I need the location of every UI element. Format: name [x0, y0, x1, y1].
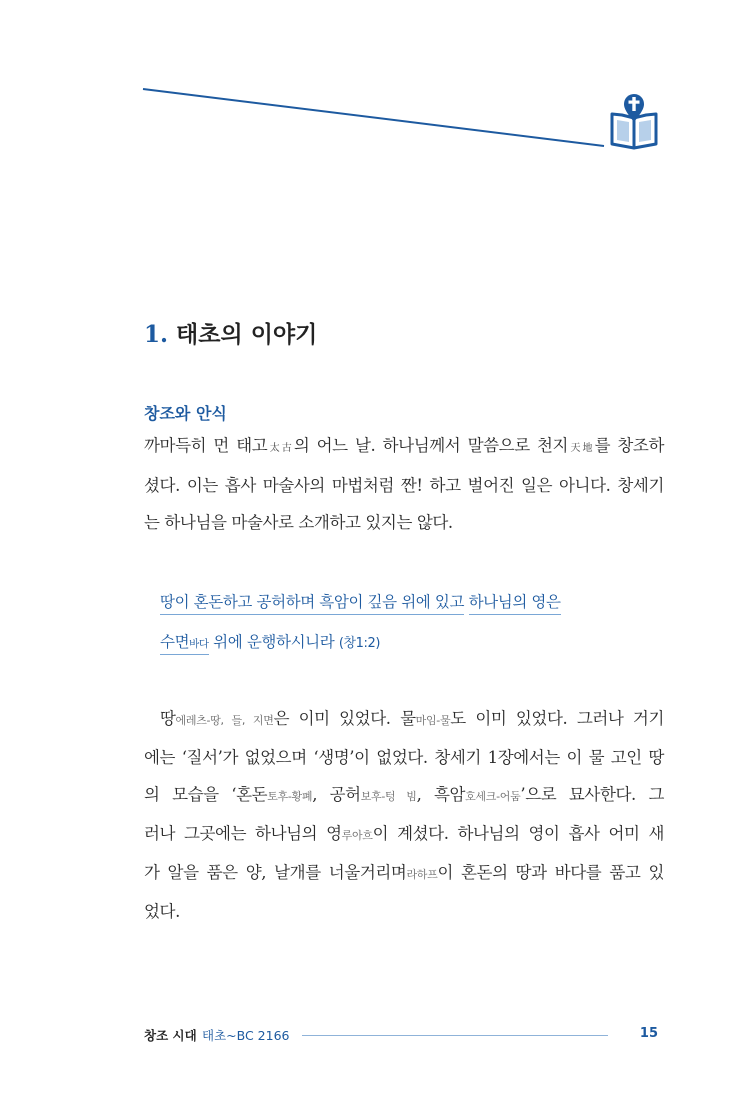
section-heading	[144, 316, 317, 349]
text-line: 에는 ‘질서’가 없었으며 ‘생명’이 없었다. 창세기 1장에서는 이 물 고인 땅	[144, 748, 664, 767]
text-line: 가 알을 품은 양, 날개를 너울거리며라하프이 혼돈의 땅과 바다를 품고 있	[144, 863, 664, 882]
bible-cross-icon	[608, 92, 660, 150]
subsection-title: 창조와 안식	[144, 404, 227, 423]
text-line: 러나 그곳에는 하나님의 영루아흐이 계셨다. 하나님의 영이 흡사 어미 새	[144, 824, 665, 843]
footer-era: 창조 시대	[144, 1028, 197, 1043]
hebrew-gloss: 보후-텅 빔	[360, 790, 417, 803]
footer-rule	[302, 1035, 608, 1036]
page-footer	[144, 1024, 658, 1044]
page-number: 15	[639, 1026, 658, 1041]
hanja-gloss: 太古	[267, 443, 294, 454]
scripture-quote-line: 수면바다 위에 운행하시니라 (창1:2)	[160, 630, 620, 652]
hebrew-gloss: 루아흐	[341, 829, 373, 842]
hebrew-gloss: 에레츠-땅, 들, 지면	[175, 714, 274, 727]
underlined-phrase: 땅이 혼돈하고 공허하며 흑암이 깊음 위에 있고	[160, 593, 464, 615]
hebrew-gloss: 토후-황폐	[267, 790, 313, 803]
verse-reference: (창1:2)	[338, 636, 381, 651]
hebrew-gloss: 라하프	[406, 868, 438, 881]
hebrew-gloss: 호세크-어둠	[465, 790, 521, 803]
text-line: 는 하나님을 마술사로 소개하고 있지는 않다.	[144, 513, 453, 532]
section-title: 태초의 이야기	[176, 322, 318, 348]
scripture-quote-line	[160, 590, 620, 612]
text-line: 었다.	[144, 902, 180, 921]
underlined-phrase: 하나님의 영은	[469, 593, 561, 615]
text-line: 까마득히 먼 태고太古의 어느 날. 하나님께서 말씀으로 천지天地를 창조하	[144, 436, 665, 455]
text-line: 의 모습을 ‘혼돈토후-황폐, 공허보후-텅 빔, 흑암호세크-어둠’으로 묘사한다. 그	[144, 785, 664, 804]
word-gloss: 바다	[189, 638, 209, 650]
text-line: 셨다. 이는 흡사 마술사의 마법처럼 짠! 하고 벌어진 일은 아니다. 창세기	[144, 476, 664, 495]
footer-date-range: 태초~BC 2166	[202, 1028, 290, 1043]
hanja-gloss: 天地	[568, 443, 595, 454]
hebrew-gloss: 마임-물	[415, 714, 451, 727]
paragraph-creation	[144, 427, 664, 541]
text-line: 땅에레츠-땅, 들, 지면은 이미 있었다. 물마임-물도 이미 있었다. 그러나 거기	[160, 709, 664, 728]
underlined-phrase: 수면바다	[160, 633, 209, 655]
section-number: 1.	[144, 321, 169, 348]
paragraph-earth-water	[144, 700, 664, 930]
